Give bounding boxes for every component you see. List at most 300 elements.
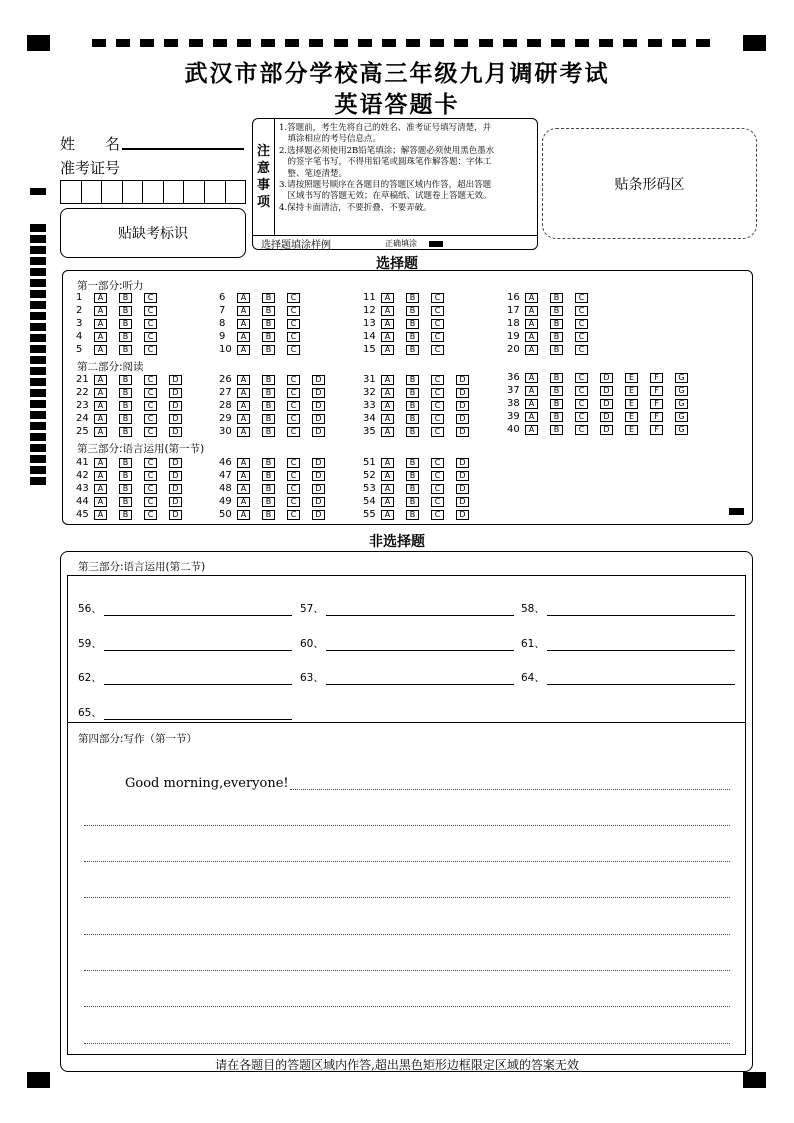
option-C-bubble[interactable]: C [144, 458, 157, 468]
option-D-bubble[interactable]: D [312, 375, 325, 385]
option-B-bubble[interactable]: B [550, 425, 563, 435]
option-C-bubble[interactable]: C [287, 332, 300, 342]
option-C-bubble[interactable]: C [287, 497, 300, 507]
option-G-bubble[interactable]: G [675, 425, 688, 435]
option-A-bubble[interactable]: A [381, 306, 394, 316]
option-B-bubble[interactable]: B [119, 458, 132, 468]
option-C-bubble[interactable]: C [287, 484, 300, 494]
option-B-bubble[interactable]: B [119, 388, 132, 398]
option-C-bubble[interactable]: C [575, 306, 588, 316]
exam-title: 武汉市部分学校高三年级九月调研考试 [184, 60, 610, 87]
option-C-bubble[interactable]: C [144, 510, 157, 520]
option-E-bubble[interactable]: E [625, 386, 638, 396]
blank-number: 57、 [300, 603, 324, 615]
writing-line[interactable] [84, 1043, 730, 1044]
option-B-bubble[interactable]: B [262, 484, 275, 494]
question-number: 37 [507, 385, 520, 396]
timing-mark [30, 367, 46, 375]
option-A-bubble[interactable]: A [237, 332, 250, 342]
option-A-bubble[interactable]: A [381, 497, 394, 507]
question-number: 29 [219, 413, 232, 424]
timing-mark [309, 39, 323, 47]
option-A-bubble[interactable]: A [525, 345, 538, 355]
option-B-bubble[interactable]: B [119, 427, 132, 437]
option-B-bubble[interactable]: B [406, 458, 419, 468]
option-B-bubble[interactable]: B [406, 332, 419, 342]
option-B-bubble[interactable]: B [550, 412, 563, 422]
option-D-bubble[interactable]: D [456, 510, 469, 520]
option-C-bubble[interactable]: C [287, 458, 300, 468]
fill-sample [253, 235, 537, 251]
option-C-bubble[interactable]: C [287, 510, 300, 520]
option-A-bubble[interactable]: A [237, 293, 250, 303]
question-number: 44 [76, 496, 89, 507]
option-A-bubble[interactable]: A [94, 332, 107, 342]
option-C-bubble[interactable]: C [431, 375, 444, 385]
blank-64[interactable] [521, 670, 735, 685]
question-number: 46 [219, 457, 232, 468]
option-B-bubble[interactable]: B [406, 510, 419, 520]
option-A-bubble[interactable]: A [94, 375, 107, 385]
option-D-bubble[interactable]: D [456, 414, 469, 424]
writing-line[interactable] [84, 1006, 730, 1007]
option-D-bubble[interactable]: D [169, 375, 182, 385]
timing-mark [30, 312, 46, 320]
option-D-bubble[interactable]: D [169, 427, 182, 437]
option-C-bubble[interactable]: C [287, 306, 300, 316]
option-D-bubble[interactable]: D [456, 484, 469, 494]
option-D-bubble[interactable]: D [169, 471, 182, 481]
option-B-bubble[interactable]: B [119, 510, 132, 520]
option-B-bubble[interactable]: B [406, 401, 419, 411]
option-B-bubble[interactable]: B [406, 345, 419, 355]
option-B-bubble[interactable]: B [119, 414, 132, 424]
option-C-bubble[interactable]: C [431, 319, 444, 329]
option-B-bubble[interactable]: B [262, 414, 275, 424]
question-13 [363, 318, 456, 329]
option-B-bubble[interactable]: B [406, 427, 419, 437]
question-number: 19 [507, 331, 520, 342]
question-number: 51 [363, 457, 376, 468]
option-B-bubble[interactable]: B [550, 319, 563, 329]
question-number: 28 [219, 400, 232, 411]
option-C-bubble[interactable]: C [287, 388, 300, 398]
option-A-bubble[interactable]: A [525, 319, 538, 329]
question-46 [219, 457, 337, 468]
option-B-bubble[interactable]: B [406, 375, 419, 385]
option-A-bubble[interactable]: A [381, 293, 394, 303]
timing-mark [454, 39, 468, 47]
option-A-bubble[interactable]: A [94, 497, 107, 507]
option-A-bubble[interactable]: A [381, 484, 394, 494]
option-A-bubble[interactable]: A [381, 510, 394, 520]
question-50 [219, 509, 337, 520]
option-C-bubble[interactable]: C [144, 319, 157, 329]
option-B-bubble[interactable]: B [550, 386, 563, 396]
option-B-bubble[interactable]: B [550, 373, 563, 383]
option-A-bubble[interactable]: A [94, 388, 107, 398]
option-B-bubble[interactable]: B [262, 388, 275, 398]
option-C-bubble[interactable]: C [144, 293, 157, 303]
option-A-bubble[interactable]: A [237, 345, 250, 355]
option-B-bubble[interactable]: B [550, 399, 563, 409]
option-A-bubble[interactable]: A [525, 373, 538, 383]
option-C-bubble[interactable]: C [287, 427, 300, 437]
option-A-bubble[interactable]: A [94, 484, 107, 494]
option-B-bubble[interactable]: B [550, 293, 563, 303]
option-A-bubble[interactable]: A [237, 388, 250, 398]
option-D-bubble[interactable]: D [169, 388, 182, 398]
option-B-bubble[interactable]: B [262, 345, 275, 355]
option-D-bubble[interactable]: D [456, 427, 469, 437]
option-B-bubble[interactable]: B [550, 345, 563, 355]
option-F-bubble[interactable]: F [650, 373, 663, 383]
option-C-bubble[interactable]: C [575, 412, 588, 422]
question-number: 22 [76, 387, 89, 398]
option-A-bubble[interactable]: A [94, 345, 107, 355]
option-D-bubble[interactable]: D [169, 484, 182, 494]
option-D-bubble[interactable]: D [600, 412, 613, 422]
option-A-bubble[interactable]: A [381, 401, 394, 411]
option-C-bubble[interactable]: C [144, 332, 157, 342]
option-D-bubble[interactable]: D [312, 510, 325, 520]
option-B-bubble[interactable]: B [406, 319, 419, 329]
option-A-bubble[interactable]: A [94, 510, 107, 520]
writing-line[interactable] [84, 934, 730, 935]
option-B-bubble[interactable]: B [262, 306, 275, 316]
option-D-bubble[interactable]: D [169, 414, 182, 424]
part4-title: 第四部分:写作（第一节） [78, 733, 198, 745]
option-C-bubble[interactable]: C [575, 332, 588, 342]
option-A-bubble[interactable]: A [381, 319, 394, 329]
option-D-bubble[interactable]: D [600, 373, 613, 383]
option-A-bubble[interactable]: A [381, 388, 394, 398]
writing-line[interactable] [84, 970, 730, 971]
option-A-bubble[interactable]: A [237, 497, 250, 507]
option-D-bubble[interactable]: D [312, 401, 325, 411]
option-C-bubble[interactable]: C [144, 306, 157, 316]
option-C-bubble[interactable]: C [575, 293, 588, 303]
option-C-bubble[interactable]: C [144, 401, 157, 411]
blank-57[interactable] [300, 601, 514, 616]
option-B-bubble[interactable]: B [262, 375, 275, 385]
option-A-bubble[interactable]: A [525, 399, 538, 409]
option-A-bubble[interactable]: A [237, 414, 250, 424]
blank-65[interactable] [78, 705, 292, 720]
option-D-bubble[interactable]: D [169, 510, 182, 520]
option-C-bubble[interactable]: C [431, 471, 444, 481]
option-C-bubble[interactable]: C [431, 306, 444, 316]
timing-mark [30, 345, 46, 353]
option-D-bubble[interactable]: D [312, 414, 325, 424]
name-label: 姓 名 [60, 135, 121, 153]
option-B-bubble[interactable]: B [119, 497, 132, 507]
option-A-bubble[interactable]: A [381, 332, 394, 342]
option-E-bubble[interactable]: E [625, 399, 638, 409]
timing-mark [30, 411, 46, 419]
option-C-bubble[interactable]: C [287, 414, 300, 424]
option-C-bubble[interactable]: C [575, 386, 588, 396]
option-A-bubble[interactable]: A [94, 414, 107, 424]
option-B-bubble[interactable]: B [262, 319, 275, 329]
option-D-bubble[interactable]: D [456, 458, 469, 468]
timing-marks-top [92, 39, 710, 47]
option-B-bubble[interactable]: B [119, 375, 132, 385]
id-number-grid[interactable] [60, 180, 246, 204]
option-D-bubble[interactable]: D [312, 427, 325, 437]
option-A-bubble[interactable]: A [381, 414, 394, 424]
option-A-bubble[interactable]: A [381, 345, 394, 355]
option-D-bubble[interactable]: D [456, 388, 469, 398]
blank-62[interactable] [78, 670, 292, 685]
question-23 [76, 400, 194, 411]
option-C-bubble[interactable]: C [144, 427, 157, 437]
question-22 [76, 387, 194, 398]
option-D-bubble[interactable]: D [456, 401, 469, 411]
option-D-bubble[interactable]: D [312, 471, 325, 481]
option-B-bubble[interactable]: B [262, 497, 275, 507]
option-B-bubble[interactable]: B [262, 510, 275, 520]
option-C-bubble[interactable]: C [575, 319, 588, 329]
option-B-bubble[interactable]: B [119, 345, 132, 355]
option-D-bubble[interactable]: D [312, 484, 325, 494]
option-C-bubble[interactable]: C [431, 332, 444, 342]
option-A-bubble[interactable]: A [237, 484, 250, 494]
option-B-bubble[interactable]: B [406, 293, 419, 303]
option-C-bubble[interactable]: C [431, 293, 444, 303]
question-9 [219, 331, 312, 342]
option-A-bubble[interactable]: A [381, 458, 394, 468]
question-number: 13 [363, 318, 376, 329]
option-B-bubble[interactable]: B [262, 458, 275, 468]
option-C-bubble[interactable]: C [144, 375, 157, 385]
option-A-bubble[interactable]: A [237, 306, 250, 316]
option-C-bubble[interactable]: C [575, 399, 588, 409]
option-C-bubble[interactable]: C [431, 458, 444, 468]
option-F-bubble[interactable]: F [650, 386, 663, 396]
option-A-bubble[interactable]: A [381, 471, 394, 481]
option-A-bubble[interactable]: A [381, 375, 394, 385]
question-number: 3 [76, 318, 83, 329]
question-number: 54 [363, 496, 376, 507]
option-C-bubble[interactable]: C [287, 345, 300, 355]
option-A-bubble[interactable]: A [237, 458, 250, 468]
option-B-bubble[interactable]: B [550, 306, 563, 316]
question-25 [76, 426, 194, 437]
option-C-bubble[interactable]: C [431, 388, 444, 398]
option-D-bubble[interactable]: D [456, 497, 469, 507]
name-field[interactable] [122, 148, 244, 150]
option-D-bubble[interactable]: D [456, 471, 469, 481]
question-number: 31 [363, 374, 376, 385]
option-D-bubble[interactable]: D [456, 375, 469, 385]
option-B-bubble[interactable]: B [119, 293, 132, 303]
timing-mark [189, 39, 203, 47]
option-D-bubble[interactable]: D [312, 458, 325, 468]
option-G-bubble[interactable]: G [675, 399, 688, 409]
option-A-bubble[interactable]: A [525, 386, 538, 396]
timing-mark-id [30, 188, 46, 195]
question-34 [363, 413, 481, 424]
option-B-bubble[interactable]: B [119, 319, 132, 329]
option-C-bubble[interactable]: C [287, 401, 300, 411]
question-number: 30 [219, 426, 232, 437]
option-B-bubble[interactable]: B [406, 306, 419, 316]
writing-line[interactable] [84, 861, 730, 862]
option-A-bubble[interactable]: A [525, 332, 538, 342]
question-53 [363, 483, 481, 494]
option-B-bubble[interactable]: B [406, 471, 419, 481]
option-A-bubble[interactable]: A [525, 425, 538, 435]
question-number: 16 [507, 292, 520, 303]
question-18 [507, 318, 600, 329]
question-number: 41 [76, 457, 89, 468]
option-B-bubble[interactable]: B [119, 332, 132, 342]
option-C-bubble[interactable]: C [144, 388, 157, 398]
question-number: 50 [219, 509, 232, 520]
correct-fill-label: 正确填涂 [385, 239, 417, 248]
option-B-bubble[interactable]: B [550, 332, 563, 342]
writing-line[interactable] [84, 825, 730, 826]
question-17 [507, 305, 600, 316]
option-A-bubble[interactable]: A [237, 319, 250, 329]
blank-60[interactable] [300, 636, 514, 651]
blank-number: 60、 [300, 638, 324, 650]
option-D-bubble[interactable]: D [169, 401, 182, 411]
option-B-bubble[interactable]: B [119, 306, 132, 316]
corner-marker-top-right [743, 35, 766, 51]
question-number: 15 [363, 344, 376, 355]
option-C-bubble[interactable]: C [144, 414, 157, 424]
option-C-bubble[interactable]: C [144, 471, 157, 481]
option-C-bubble[interactable]: C [431, 401, 444, 411]
option-B-bubble[interactable]: B [119, 484, 132, 494]
option-A-bubble[interactable]: A [94, 401, 107, 411]
option-B-bubble[interactable]: B [119, 471, 132, 481]
option-B-bubble[interactable]: B [406, 388, 419, 398]
timing-mark [623, 39, 637, 47]
instructions-text [279, 123, 535, 214]
question-number: 20 [507, 344, 520, 355]
blank-63[interactable] [300, 670, 514, 685]
option-A-bubble[interactable]: A [237, 375, 250, 385]
option-G-bubble[interactable]: G [675, 373, 688, 383]
option-A-bubble[interactable]: A [94, 458, 107, 468]
question-number: 43 [76, 483, 89, 494]
option-C-bubble[interactable]: C [431, 497, 444, 507]
option-C-bubble[interactable]: C [144, 497, 157, 507]
writing-line[interactable] [290, 789, 730, 790]
option-D-bubble[interactable]: D [600, 386, 613, 396]
option-D-bubble[interactable]: D [169, 458, 182, 468]
option-C-bubble[interactable]: C [431, 345, 444, 355]
correct-fill-mark [429, 241, 443, 247]
option-C-bubble[interactable]: C [144, 484, 157, 494]
option-A-bubble[interactable]: A [94, 471, 107, 481]
option-C-bubble[interactable]: C [144, 345, 157, 355]
option-C-bubble[interactable]: C [287, 293, 300, 303]
option-C-bubble[interactable]: C [431, 510, 444, 520]
option-F-bubble[interactable]: F [650, 412, 663, 422]
option-A-bubble[interactable]: A [94, 306, 107, 316]
timing-mark [503, 39, 517, 47]
writing-line[interactable] [84, 897, 730, 898]
option-E-bubble[interactable]: E [625, 412, 638, 422]
question-55 [363, 509, 481, 520]
option-B-bubble[interactable]: B [262, 401, 275, 411]
blank-58[interactable] [521, 601, 735, 616]
timing-mark [30, 334, 46, 342]
option-D-bubble[interactable]: D [312, 497, 325, 507]
option-A-bubble[interactable]: A [525, 412, 538, 422]
option-A-bubble[interactable]: A [94, 293, 107, 303]
option-A-bubble[interactable]: A [525, 306, 538, 316]
timing-mark [30, 378, 46, 386]
question-45 [76, 509, 194, 520]
option-B-bubble[interactable]: B [119, 401, 132, 411]
option-B-bubble[interactable]: B [406, 497, 419, 507]
timing-mark [430, 39, 444, 47]
option-B-bubble[interactable]: B [262, 427, 275, 437]
option-F-bubble[interactable]: F [650, 425, 663, 435]
option-E-bubble[interactable]: E [625, 373, 638, 383]
timing-mark [30, 323, 46, 331]
question-29 [219, 413, 337, 424]
option-F-bubble[interactable]: F [650, 399, 663, 409]
option-A-bubble[interactable]: A [237, 471, 250, 481]
option-E-bubble[interactable]: E [625, 425, 638, 435]
option-C-bubble[interactable]: C [575, 373, 588, 383]
option-G-bubble[interactable]: G [675, 412, 688, 422]
option-D-bubble[interactable]: D [600, 399, 613, 409]
option-C-bubble[interactable]: C [287, 471, 300, 481]
option-A-bubble[interactable]: A [237, 510, 250, 520]
blank-59[interactable] [78, 636, 292, 651]
option-D-bubble[interactable]: D [600, 425, 613, 435]
option-C-bubble[interactable]: C [431, 484, 444, 494]
instruction-line: 2.选择题必须使用2B铅笔填涂；解答题必须使用黑色墨水 [279, 145, 495, 156]
question-number: 55 [363, 509, 376, 520]
option-B-bubble[interactable]: B [406, 484, 419, 494]
option-B-bubble[interactable]: B [406, 414, 419, 424]
option-A-bubble[interactable]: A [237, 401, 250, 411]
instruction-line: 4.保持卡面清洁，不要折叠、不要弄破。 [279, 202, 432, 213]
option-B-bubble[interactable]: B [262, 471, 275, 481]
option-C-bubble[interactable]: C [431, 414, 444, 424]
option-C-bubble[interactable]: C [575, 345, 588, 355]
option-A-bubble[interactable]: A [237, 427, 250, 437]
option-B-bubble[interactable]: B [262, 332, 275, 342]
option-D-bubble[interactable]: D [169, 497, 182, 507]
blank-61[interactable] [521, 636, 735, 651]
option-A-bubble[interactable]: A [381, 427, 394, 437]
option-A-bubble[interactable]: A [525, 293, 538, 303]
option-B-bubble[interactable]: B [262, 293, 275, 303]
instructions-box [252, 118, 538, 250]
question-37 [507, 385, 700, 396]
question-number: 32 [363, 387, 376, 398]
option-C-bubble[interactable]: C [287, 319, 300, 329]
option-G-bubble[interactable]: G [675, 386, 688, 396]
option-A-bubble[interactable]: A [94, 427, 107, 437]
option-C-bubble[interactable]: C [431, 427, 444, 437]
timing-mark [164, 39, 178, 47]
option-D-bubble[interactable]: D [312, 388, 325, 398]
option-C-bubble[interactable]: C [575, 425, 588, 435]
option-A-bubble[interactable]: A [94, 319, 107, 329]
option-C-bubble[interactable]: C [287, 375, 300, 385]
blank-56[interactable] [78, 601, 292, 616]
